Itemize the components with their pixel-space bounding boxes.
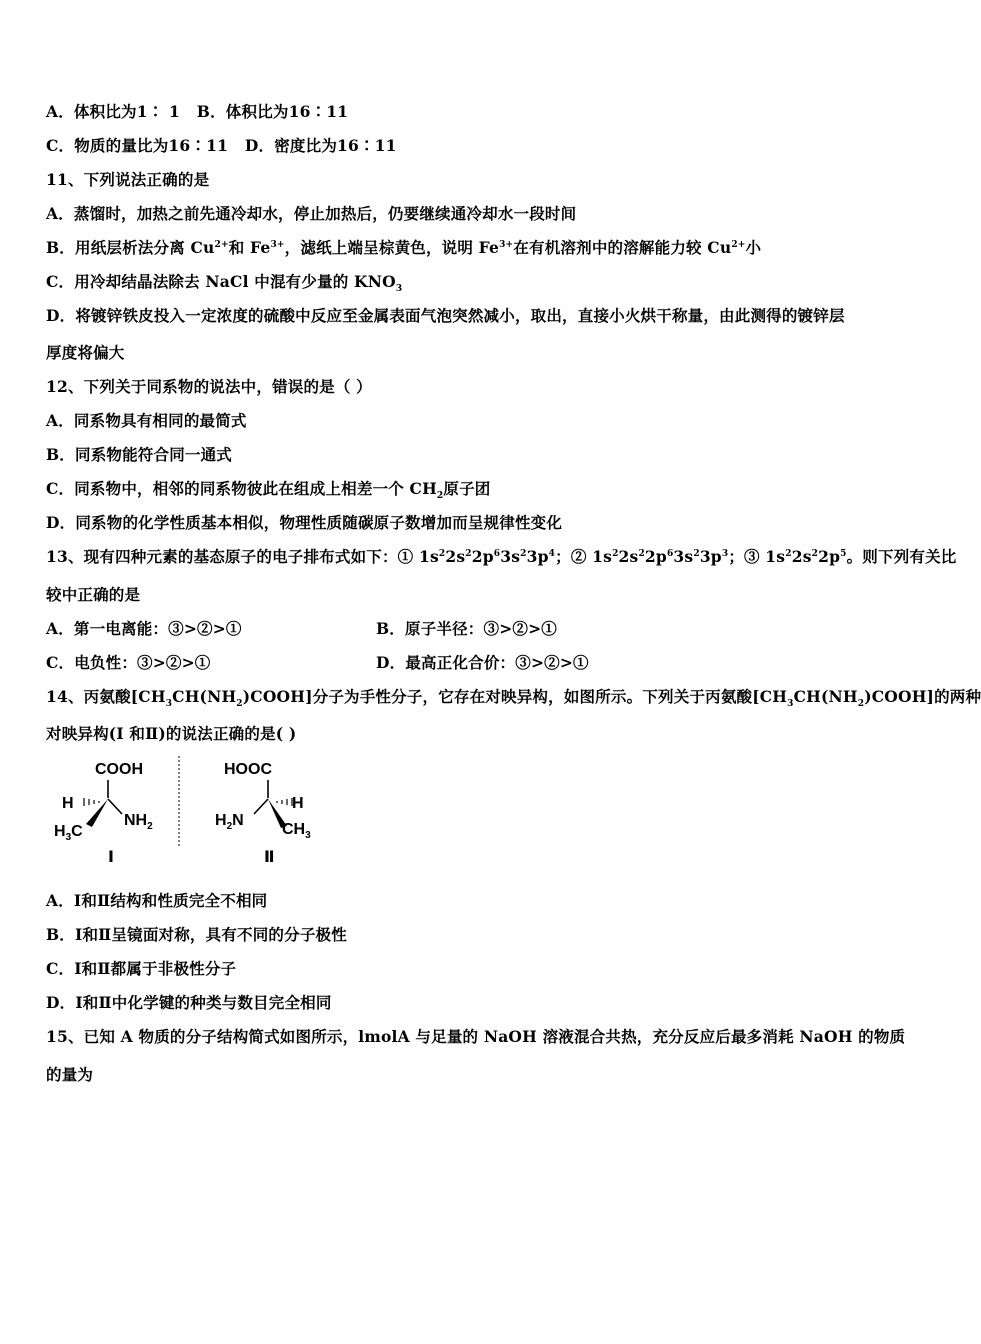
q11-b-sup1: 2+ — [214, 239, 229, 250]
q11-option-d-line2: 厚度将偏大 — [46, 343, 125, 362]
ii-ch3-sub: 3 — [305, 830, 311, 841]
q13-e2-sup: 3 — [721, 548, 729, 559]
q13-stem-line2: 较中正确的是 — [46, 585, 141, 604]
q10-options-row2 — [46, 136, 397, 156]
q14-stem-text: CH(NH — [793, 687, 858, 706]
q15-stem-line1: 15、已知 A 物质的分子结构简式如图所示，lmolA 与足量的 NaOH 溶液混合共热，充分反应后最多消耗 NaOH 的物质 — [46, 1027, 906, 1046]
q11-option-d-line1: D．将镀锌铁皮投入一定浓度的硫酸中反应至金属表面气泡突然减小，取出，直接小火烘干称量，由此测得的镀锌层 — [46, 306, 845, 325]
q13-stem-text2: ；② 1s — [555, 547, 613, 566]
q12-option-c — [46, 479, 491, 502]
q14-stem-line2: 对映异构(Ⅰ 和Ⅱ)的说法正确的是( ) — [46, 724, 297, 743]
q14-stem-text: )COOH]分子为手性分子，它存在对映异构，如图所示。下列关于丙氨酸[CH — [242, 687, 788, 706]
q13-stem-text1: 13、现有四种元素的基态原子的电子排布式如下：① 1s — [46, 547, 439, 566]
i-bond-right — [108, 799, 122, 814]
q14-sub: 2 — [857, 699, 865, 710]
q11-stem: 11、下列说法正确的是 — [46, 170, 210, 189]
ii-ch3-c: CH — [282, 821, 306, 838]
q14-stem-line1 — [46, 687, 981, 710]
i-h-label: H — [62, 795, 74, 812]
q13-e2-orb: 2p — [644, 547, 667, 566]
q13-e2-orb: 2s — [618, 547, 639, 566]
q13-options-row1 — [46, 619, 646, 639]
q13-e2-sup: 2 — [638, 548, 645, 559]
q12-c-text1: C．同系物中，相邻的同系物彼此在组成上相差一个 CH — [46, 479, 437, 498]
q14-stem-text: 14、丙氨酸[CH — [46, 687, 166, 706]
q15-stem-line2: 的量为 — [46, 1065, 94, 1084]
ii-hashed-bond — [277, 798, 292, 806]
q13-e1-sup: 6 — [493, 548, 501, 559]
ii-h2n-sub: 2 — [226, 821, 233, 832]
ii-h2n-n: N — [232, 812, 244, 829]
q14-sub: 3 — [787, 699, 794, 710]
q13-e1-orb: 3s — [500, 547, 521, 566]
q14-sub: 2 — [236, 699, 243, 710]
q11-b-text2: 和 Fe — [228, 238, 271, 257]
q11-c-text: C．用冷却结晶法除去 NaCl 中混有少量的 KNO — [46, 272, 396, 291]
q13-e1-sup: 2 — [520, 548, 527, 559]
q14-option-a: A．Ⅰ和Ⅱ结构和性质完全不相同 — [46, 891, 268, 910]
q11-option-c — [46, 272, 403, 295]
q12-c-text2: 原子团 — [443, 479, 491, 498]
q13-e2-orb: 3s — [673, 547, 694, 566]
q13-e1-orb: 3p — [526, 547, 549, 566]
q14-option-b: B．Ⅰ和Ⅱ呈镜面对称，具有不同的分子极性 — [46, 925, 347, 944]
q13-e2-orb: 3p — [699, 547, 722, 566]
q13-option-d: D．最高正化合价：③>②>① — [376, 653, 589, 672]
q14-option-d: D．Ⅰ和Ⅱ中化学键的种类与数目完全相同 — [46, 993, 332, 1012]
q11-b-sup2: 3+ — [270, 239, 285, 250]
q13-e1-sup: 2 — [438, 548, 446, 559]
q10-options-row1 — [46, 102, 348, 122]
q14-option-c: C．Ⅰ和Ⅱ都属于非极性分子 — [46, 959, 237, 978]
q14-stem-text: CH(NH — [172, 687, 237, 706]
q13-stem-text3: ；③ 1s — [728, 547, 786, 566]
i-nh2-sub: 2 — [147, 821, 153, 832]
q13-e2-sup: 2 — [612, 548, 619, 559]
q11-b-text1: B．用纸层析法分离 Cu — [46, 238, 215, 257]
q13-e3-sup: 5 — [840, 548, 847, 559]
q10-option-a: A．体积比为1∶ 1 — [46, 102, 180, 121]
q13-e3-sup: 2 — [811, 548, 819, 559]
q10-option-c: C．物质的量比为16∶11 — [46, 136, 229, 155]
q13-e1-sup: 4 — [548, 548, 556, 559]
q13-options-row2 — [46, 653, 646, 673]
q12-option-b: B．同系物能符合同一通式 — [46, 445, 233, 464]
q13-e1-sup: 2 — [465, 548, 472, 559]
i-cooh-label: COOH — [95, 761, 143, 778]
i-ch3-c: C — [71, 823, 83, 840]
i-ch3-sub: 3 — [65, 832, 72, 843]
i-nh2-label — [124, 812, 153, 832]
q13-option-c: C．电负性：③>②>① — [46, 653, 211, 672]
q11-b-sup4: 2+ — [731, 239, 746, 250]
q13-option-b: B．原子半径：③>②>① — [376, 619, 557, 638]
q12-option-a: A．同系物具有相同的最简式 — [46, 411, 247, 430]
enantiomers-svg — [50, 752, 330, 870]
q11-option-b — [46, 238, 761, 258]
q11-b-sup3: 3+ — [499, 239, 514, 250]
ii-bond-left — [254, 799, 268, 814]
q11-b-text3: ，滤纸上端呈棕黄色，说明 Fe — [284, 238, 500, 257]
q14-stem-text: )COOH]的两种 — [864, 687, 981, 706]
q13-stem-text4: 。则下列有关比 — [846, 547, 957, 566]
q11-option-a: A．蒸馏时，加热之前先通冷却水，停止加热后，仍要继续通冷却水一段时间 — [46, 204, 577, 223]
alanine-enantiomers-figure — [50, 752, 330, 870]
q13-e3-orb: 2s — [791, 547, 812, 566]
q11-c-sub: 3 — [395, 284, 403, 295]
q14-sub: 3 — [165, 699, 173, 710]
q12-option-d: D．同系物的化学性质基本相似，物理性质随碳原子数增加而呈规律性变化 — [46, 513, 563, 532]
q13-e2-sup: 2 — [693, 548, 700, 559]
q13-e3-orb: 2p — [818, 547, 841, 566]
q13-e1-orb: 2p — [471, 547, 494, 566]
ii-h-label: H — [292, 795, 304, 812]
ii-ch3-label — [282, 821, 311, 841]
ii-h2n-h: H — [215, 812, 227, 829]
ii-hooc-label: HOOC — [224, 761, 272, 778]
ii-roman-label: Ⅱ — [264, 849, 275, 866]
i-ch3-label — [54, 823, 83, 843]
q12-stem: 12、下列关于同系物的说法中，错误的是（ ） — [46, 377, 372, 396]
ii-h2n-label — [215, 812, 244, 832]
q13-stem-line1 — [46, 547, 957, 567]
q10-option-d: D．密度比为16∶11 — [244, 136, 397, 155]
i-roman-label: Ⅰ — [108, 849, 114, 866]
q13-e2-sup: 6 — [666, 548, 674, 559]
i-ch3-h: H — [54, 823, 66, 840]
q11-b-text5: 小 — [745, 238, 762, 257]
q10-option-b: B．体积比为16∶11 — [196, 102, 349, 121]
q13-e3-sup: 2 — [785, 548, 792, 559]
q13-option-a: A．第一电离能：③>②>① — [46, 619, 242, 638]
i-nh2-n: NH — [124, 812, 148, 829]
q13-e1-orb: 2s — [445, 547, 466, 566]
i-hashed-bond — [84, 798, 99, 806]
q12-c-sub: 2 — [436, 491, 444, 502]
q11-b-text4: 在有机溶剂中的溶解能力较 Cu — [513, 238, 732, 257]
